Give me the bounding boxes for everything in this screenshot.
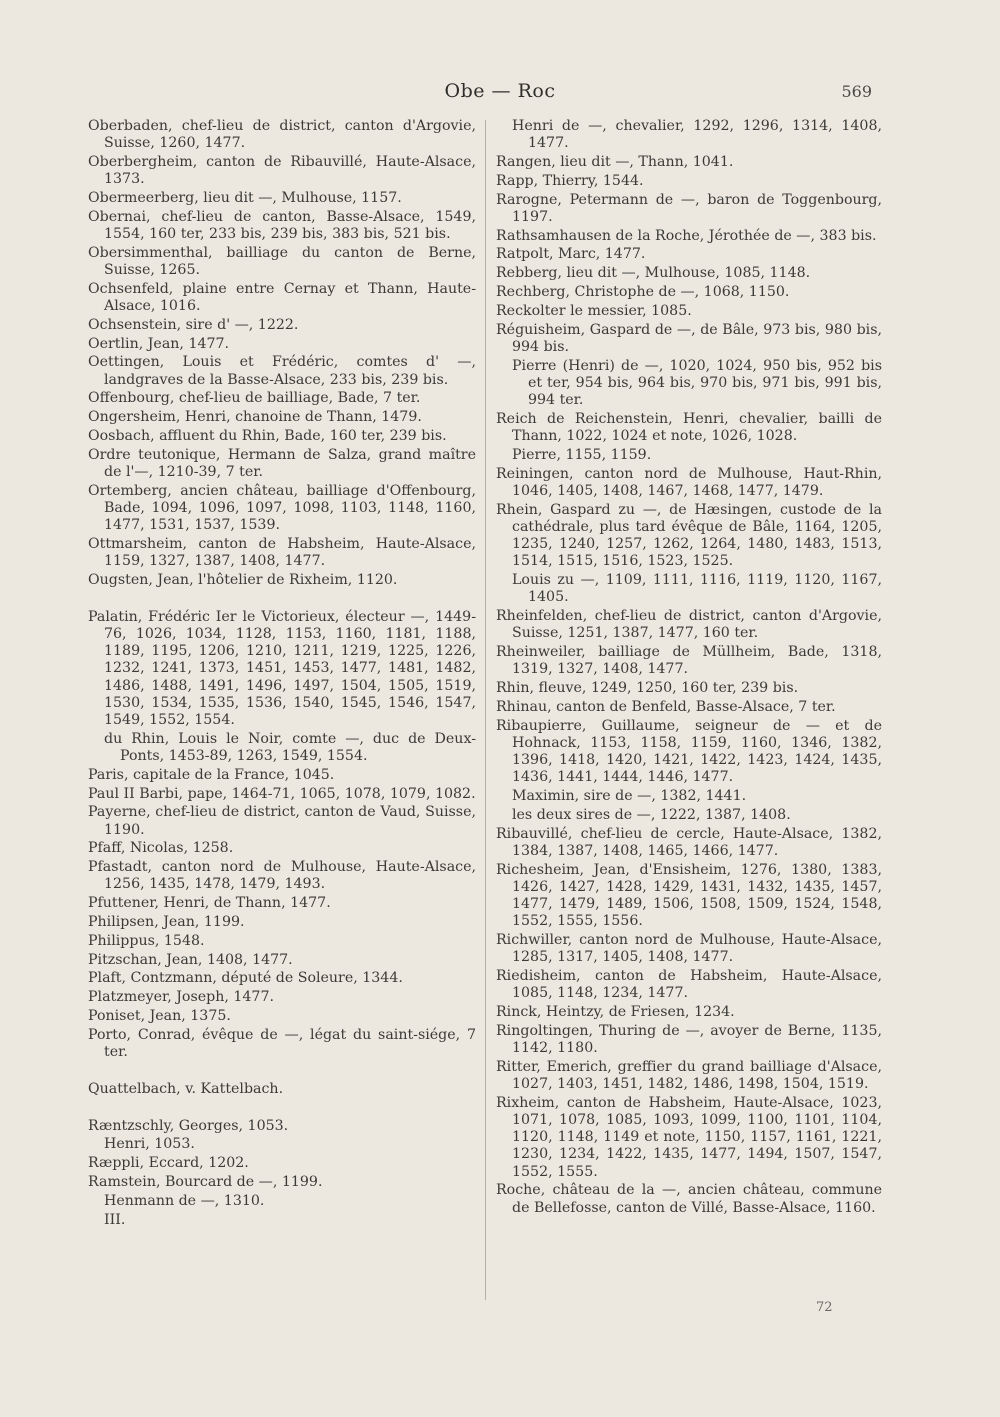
index-entry: Philipsen, Jean, 1199. (88, 913, 245, 930)
index-entry: Réguisheim, Gaspard de —, de Bâle, 973 bis, 980 bis, 994 bis. (496, 321, 882, 355)
index-entry: Ougsten, Jean, l'hôtelier de Rixheim, 1120. (88, 571, 398, 588)
index-entry: Roche, château de la —, ancien château, commune de Bellefosse, canton de Villé, Basse-Alsace, 1160. (496, 1182, 882, 1216)
running-header: Obe — Roc (444, 80, 556, 102)
index-subentry: Henri, 1053. (104, 1136, 195, 1153)
index-subentry: Louis zu —, 1109, 1111, 1116, 1119, 1120, 1167, 1405. (512, 571, 882, 606)
index-subentry: Henmann de —, 1310. (104, 1192, 265, 1209)
signature-mark: 72 (816, 1300, 833, 1315)
section-gap (88, 1063, 476, 1081)
index-subentry: III. (104, 1211, 126, 1228)
index-entry: Rathsamhausen de la Roche, Jérothée de —, 383 bis. (496, 227, 877, 244)
index-entry: Rapp, Thierry, 1544. (496, 172, 644, 189)
index-entry: Rebberg, lieu dit —, Mulhouse, 1085, 1148. (496, 265, 811, 282)
index-entry: Palatin, Frédéric Ier le Victorieux, électeur —, 1449-76, 1026, 1034, 1128, 1153, 1160, 1181, 1188, 1189, 1195, 1206, 1210, 1211, 1219, 1225, 1226, 1232, 1241, 1373, 1451, 1453, 1477, 1481, 1482, 1486, 1488, 1491, 1496, 1497, 1504, 1505, 1519, 1530, 1534, 1535, 1536, 1540, 1545, 1546, 1547, 1549, 1552, 1554. (88, 608, 476, 728)
index-entry: Ongersheim, Henri, chanoine de Thann, 1479. (88, 409, 422, 426)
index-entry: Oberbergheim, canton de Ribauvillé, Haute-Alsace, 1373. (88, 154, 476, 188)
index-entry: Pfastadt, canton nord de Mulhouse, Haute-Alsace, 1256, 1435, 1478, 1479, 1493. (88, 859, 476, 893)
index-subentry: Henri de —, chevalier, 1292, 1296, 1314, 1408, 1477. (512, 118, 882, 152)
index-entry: Rixheim, canton de Habsheim, Haute-Alsace, 1023, 1071, 1078, 1085, 1093, 1099, 1100, 1101, 1104, 1120, 1148, 1149 et note, 1150, 1157, 1161, 1221, 1230, 1234, 1422, 1435, 1477, 1494, 1507, 1547, 1552, 1555. (496, 1094, 882, 1180)
index-subentry: Pierre (Henri) de —, 1020, 1024, 950 bis, 952 bis et ter, 954 bis, 964 bis, 970 bis, 971 bis, 991 bis, 994 ter. (512, 357, 882, 408)
index-entry: Pfaff, Nicolas, 1258. (88, 840, 234, 857)
index-entry: Porto, Conrad, évêque de —, légat du saint-siége, 7 ter. (88, 1026, 476, 1060)
section-gap (88, 1100, 476, 1118)
index-entry: Ottmarsheim, canton de Habsheim, Haute-Alsace, 1159, 1327, 1387, 1408, 1477. (88, 535, 476, 570)
page-number: 569 (841, 82, 872, 101)
index-entry: Rinck, Heintzy, de Friesen, 1234. (496, 1003, 735, 1020)
index-entry: Reich de Reichenstein, Henri, chevalier, bailli de Thann, 1022, 1024 et note, 1026, 1028. (496, 410, 882, 444)
index-subentry: Pierre, 1155, 1159. (512, 446, 652, 463)
index-entry: Rarogne, Petermann de —, baron de Toggenbourg, 1197. (496, 191, 882, 225)
index-entry: Rechberg, Christophe de —, 1068, 1150. (496, 283, 790, 300)
index-entry: Ringoltingen, Thuring de —, avoyer de Berne, 1135, 1142, 1180. (496, 1022, 882, 1056)
index-column-right (496, 118, 882, 1218)
index-entry: Oettingen, Louis et Frédéric, comtes d' —, landgraves de la Basse-Alsace, 233 bis, 239 bis. (88, 354, 476, 388)
index-subentry: Maximin, sire de —, 1382, 1441. (512, 787, 747, 804)
index-entry: Reckolter le messier, 1085. (496, 302, 692, 319)
index-entry: Philippus, 1548. (88, 932, 205, 949)
index-entry: Ochsenstein, sire d' —, 1222. (88, 316, 299, 333)
index-entry: Ratpolt, Marc, 1477. (496, 246, 646, 263)
index-entry: Rhein, Gaspard zu —, de Hæsingen, custode de la cathédrale, plus tard évêque de Bâle, 1164, 1205, 1235, 1240, 1257, 1262, 1264, 1480, 1483, 1513, 1514, 1515, 1516, 1523, 1525. (496, 501, 882, 570)
index-entry: Paris, capitale de la France, 1045. (88, 766, 335, 783)
index-entry: Plaft, Contzmann, député de Soleure, 1344. (88, 970, 403, 987)
index-entry: Ræppli, Eccard, 1202. (88, 1155, 249, 1172)
index-entry: Richwiller, canton nord de Mulhouse, Haute-Alsace, 1285, 1317, 1405, 1408, 1477. (496, 931, 882, 966)
index-entry: Rangen, lieu dit —, Thann, 1041. (496, 154, 734, 170)
column-divider (485, 120, 486, 1300)
index-subentry: du Rhin, Louis le Noir, comte —, duc de Deux-Ponts, 1453-89, 1263, 1549, 1554. (104, 730, 476, 764)
index-entry: Rhin, fleuve, 1249, 1250, 160 ter, 239 bis. (496, 679, 799, 696)
index-entry: Platzmeyer, Joseph, 1477. (88, 989, 274, 1006)
index-entry: Oberbaden, chef-lieu de district, canton d'Argovie, Suisse, 1260, 1477. (88, 118, 476, 152)
index-entry: Rhinau, canton de Benfeld, Basse-Alsace, 7 ter. (496, 698, 836, 715)
index-entry: Oertlin, Jean, 1477. (88, 335, 230, 352)
index-entry: Ortemberg, ancien château, bailliage d'Offenbourg, Bade, 1094, 1096, 1097, 1098, 1103, 1148, 1160, 1477, 1531, 1537, 1539. (88, 482, 476, 534)
index-entry: Pfuttener, Henri, de Thann, 1477. (88, 895, 331, 912)
index-entry: Payerne, chef-lieu de district, canton de Vaud, Suisse, 1190. (88, 804, 476, 838)
index-entry: Ribauvillé, chef-lieu de cercle, Haute-Alsace, 1382, 1384, 1387, 1408, 1465, 1466, 1477. (496, 825, 882, 859)
index-entry: Obersimmenthal, bailliage du canton de Berne, Suisse, 1265. (88, 244, 476, 278)
index-entry: Paul II Barbi, pape, 1464-71, 1065, 1078, 1079, 1082. (88, 785, 476, 802)
index-entry: Oosbach, affluent du Rhin, Bade, 160 ter, 239 bis. (88, 427, 447, 444)
index-entry: Offenbourg, chef-lieu de bailliage, Bade, 7 ter. (88, 390, 421, 407)
index-entry: Ordre teutonique, Hermann de Salza, grand maître de l'—, 1210-39, 7 ter. (88, 446, 476, 480)
index-entry: Pitzschan, Jean, 1408, 1477. (88, 951, 293, 968)
index-entry: Ramstein, Bourcard de —, 1199. (88, 1173, 323, 1190)
index-entry: Ritter, Emerich, greffier du grand bailliage d'Alsace, 1027, 1403, 1451, 1482, 1486, 1498, 1504, 1519. (496, 1058, 882, 1092)
section-gap (88, 591, 476, 609)
index-entry: Riedisheim, canton de Habsheim, Haute-Alsace, 1085, 1148, 1234, 1477. (496, 967, 882, 1002)
index-entry: Reiningen, canton nord de Mulhouse, Haut-Rhin, 1046, 1405, 1408, 1467, 1468, 1477, 1479. (496, 465, 882, 499)
index-entry: Ribaupierre, Guillaume, seigneur de — et de Hohnack, 1153, 1158, 1159, 1160, 1346, 1382, 1396, 1418, 1420, 1421, 1422, 1423, 1424, 1435, 1436, 1441, 1444, 1446, 1477. (496, 717, 882, 786)
index-entry: Richesheim, Jean, d'Ensisheim, 1276, 1380, 1383, 1426, 1427, 1428, 1429, 1431, 1432, 1435, 1457, 1477, 1479, 1489, 1506, 1508, 1509, 1524, 1548, 1552, 1555, 1556. (496, 861, 882, 930)
index-column-left (88, 118, 476, 1230)
index-entry: Rheinfelden, chef-lieu de district, canton d'Argovie, Suisse, 1251, 1387, 1477, 160 ter. (496, 607, 882, 642)
index-entry: Quattelbach, v. Kattelbach. (88, 1080, 284, 1097)
index-subentry: les deux sires de —, 1222, 1387, 1408. (512, 806, 791, 823)
index-entry: Poniset, Jean, 1375. (88, 1007, 231, 1024)
index-entry: Rheinweiler, bailliage de Müllheim, Bade, 1318, 1319, 1327, 1408, 1477. (496, 643, 882, 678)
index-entry: Ochsenfeld, plaine entre Cernay et Thann, Haute-Alsace, 1016. (88, 280, 476, 314)
index-entry: Ræntzschly, Georges, 1053. (88, 1117, 289, 1134)
index-entry: Obernai, chef-lieu de canton, Basse-Alsace, 1549, 1554, 160 ter, 233 bis, 239 bis, 383 bis, 521 bis. (88, 208, 476, 242)
index-entry: Obermeerberg, lieu dit —, Mulhouse, 1157. (88, 190, 402, 206)
